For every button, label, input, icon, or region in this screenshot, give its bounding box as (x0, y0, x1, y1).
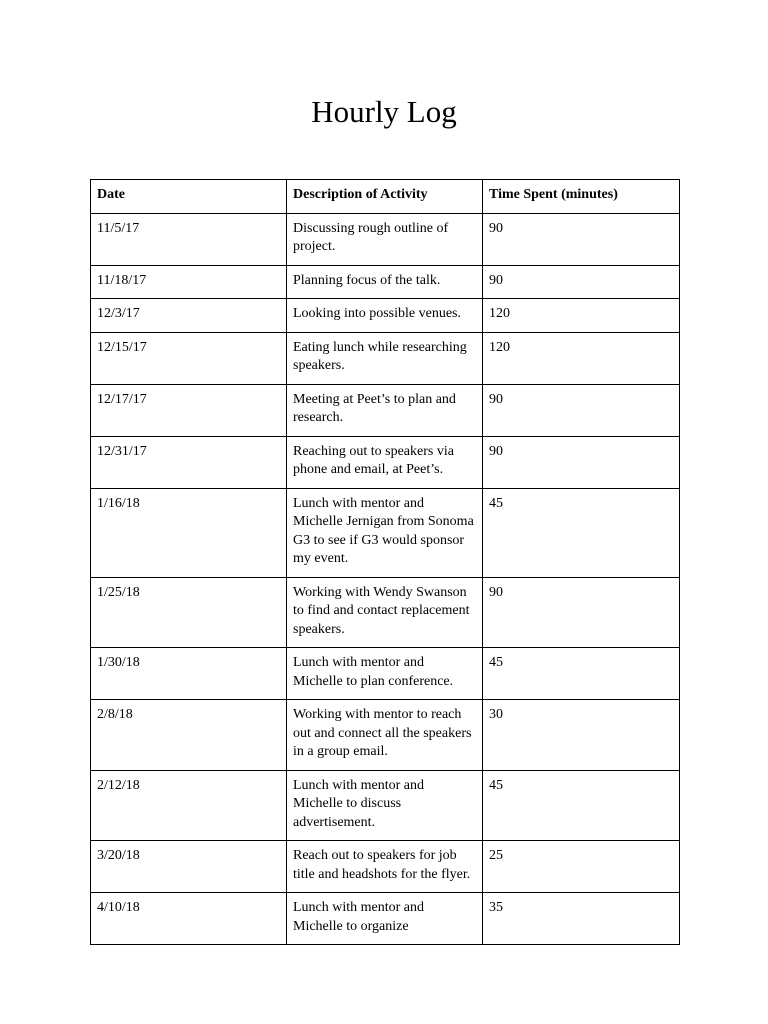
column-header-time: Time Spent (minutes) (483, 180, 680, 214)
table-row (91, 770, 680, 841)
minutes-cell: 35 (483, 893, 680, 945)
activity-cell: Looking into possible venues. (287, 299, 483, 333)
minutes-cell: 30 (483, 700, 680, 771)
activity-cell: Planning focus of the talk. (287, 265, 483, 299)
table-row (91, 893, 680, 945)
table-row (91, 488, 680, 577)
activity-cell: Lunch with mentor and Michelle to discuss advertisement. (287, 770, 483, 841)
activity-cell: Discussing rough outline of project. (287, 213, 483, 265)
activity-cell: Reach out to speakers for job title and headshots for the flyer. (287, 841, 483, 893)
minutes-cell: 90 (483, 213, 680, 265)
column-header-activity: Description of Activity (287, 180, 483, 214)
minutes-cell: 45 (483, 648, 680, 700)
date-cell: 1/30/18 (91, 648, 287, 700)
date-cell: 12/15/17 (91, 332, 287, 384)
activity-cell: Lunch with mentor and Michelle Jernigan from Sonoma G3 to see if G3 would sponsor my event. (287, 488, 483, 577)
activity-cell: Eating lunch while researching speakers. (287, 332, 483, 384)
minutes-cell: 25 (483, 841, 680, 893)
page-title: Hourly Log (311, 94, 457, 129)
minutes-cell: 90 (483, 384, 680, 436)
hourly-log-table (90, 179, 680, 945)
table-row (91, 213, 680, 265)
date-cell: 11/5/17 (91, 213, 287, 265)
activity-cell: Reaching out to speakers via phone and email, at Peet’s. (287, 436, 483, 488)
minutes-cell: 120 (483, 299, 680, 333)
date-cell: 3/20/18 (91, 841, 287, 893)
date-cell: 2/12/18 (91, 770, 287, 841)
date-cell: 2/8/18 (91, 700, 287, 771)
table-row (91, 265, 680, 299)
table-row (91, 384, 680, 436)
table-row (91, 299, 680, 333)
activity-cell: Working with Wendy Swanson to find and contact replacement speakers. (287, 577, 483, 648)
date-cell: 12/3/17 (91, 299, 287, 333)
minutes-cell: 45 (483, 488, 680, 577)
minutes-cell: 45 (483, 770, 680, 841)
table-header-row (91, 180, 680, 214)
activity-cell: Lunch with mentor and Michelle to plan conference. (287, 648, 483, 700)
minutes-cell: 90 (483, 577, 680, 648)
date-cell: 12/17/17 (91, 384, 287, 436)
table-row (91, 436, 680, 488)
date-cell: 4/10/18 (91, 893, 287, 945)
date-cell: 1/25/18 (91, 577, 287, 648)
activity-cell: Working with mentor to reach out and connect all the speakers in a group email. (287, 700, 483, 771)
minutes-cell: 120 (483, 332, 680, 384)
table-row (91, 841, 680, 893)
table-row (91, 332, 680, 384)
table-row (91, 700, 680, 771)
minutes-cell: 90 (483, 436, 680, 488)
table-row (91, 577, 680, 648)
activity-cell: Lunch with mentor and Michelle to organize (287, 893, 483, 945)
date-cell: 11/18/17 (91, 265, 287, 299)
date-cell: 12/31/17 (91, 436, 287, 488)
table-row (91, 648, 680, 700)
column-header-date: Date (91, 180, 287, 214)
minutes-cell: 90 (483, 265, 680, 299)
activity-cell: Meeting at Peet’s to plan and research. (287, 384, 483, 436)
date-cell: 1/16/18 (91, 488, 287, 577)
